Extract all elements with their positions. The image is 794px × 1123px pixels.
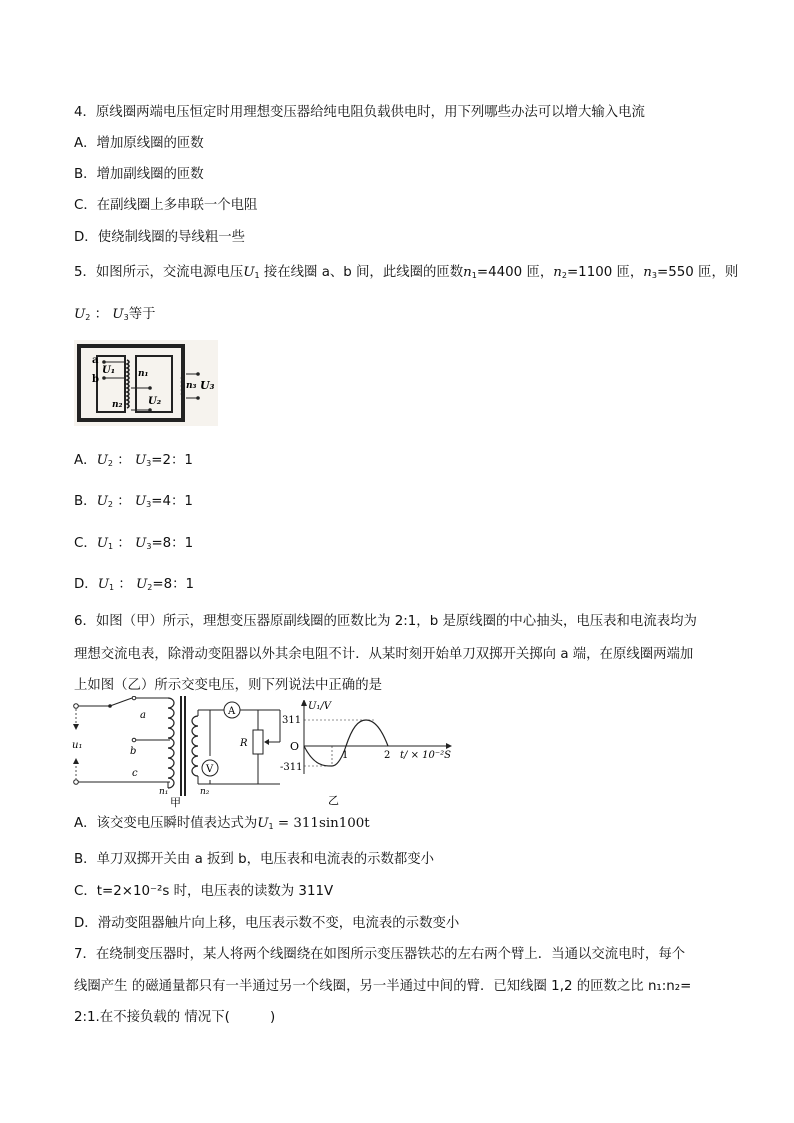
q7-stem-line3: 2:1.在不接负载的 情况下( ): [74, 1010, 276, 1025]
q5-transformer-figure: [74, 340, 218, 426]
q6-wave-t2: 2: [384, 750, 391, 761]
q6-fig-label-a: a: [140, 710, 146, 721]
q5-option-a-rhs: U: [134, 453, 147, 468]
q6-wave-ylabel: U₁/V: [308, 701, 332, 712]
q5-option-b: B．$U_2$ ： $U_3=4$：1: [74, 494, 193, 509]
q6-circuit-figure: [70, 696, 295, 808]
q5-fig-label-a: a: [92, 355, 99, 366]
q6-option-a: A．该交变电压瞬时值表达式为$U_1 = 311\sin 100t$: [74, 816, 370, 831]
q5-option-c-ratio: =8：1: [151, 536, 194, 551]
q5-option-d: D．$U_1$ ： $U_2=8$：1: [74, 577, 195, 592]
q5-option-d-rhs: U: [136, 577, 148, 592]
q5-option-d-lsub: 1: [109, 583, 115, 592]
q6-fig-ammeter: A: [228, 706, 236, 717]
q6-wave-xlabel: t/ × 10⁻²S: [400, 750, 451, 761]
q6-option-b: B．单刀双掷开关由 a 扳到 b，电压表和电流表的示数都变小: [74, 852, 435, 867]
q5-option-d-letter: D．: [74, 577, 98, 592]
q5-n2: =1100 匝，: [566, 265, 644, 280]
q5-n3: =550 匝，则: [657, 265, 739, 280]
q6-wave-origin: O: [290, 740, 300, 753]
q5-fig-label-n3: n₃: [186, 381, 197, 391]
q7-stem-line2: 线圈产生 的磁通量都只有一半通过另一个线圈，另一半通过中间的臂．已知线圈 1,2 的匝数之比 n₁:n₂=: [74, 979, 692, 994]
q5-stem-line1: 5．如图所示，交流电源电压$U_1$ 接在线圈 a、b 间，此线圈的匝数$n_1=4400$ 匝，$n_2=1100$ 匝，$n_3=550$ 匝，则: [74, 265, 739, 280]
q6-option-a-text: A．该交变电压瞬时值表达式为: [74, 816, 258, 831]
q5-option-a-rsub: 3: [146, 459, 152, 468]
q4-option-d: D．使绕制线圈的导线粗一些: [74, 230, 245, 245]
q6-wave-t1: 1: [342, 750, 349, 761]
q6-fig-label-c: c: [132, 768, 138, 779]
q6-fig-n1: n₁: [159, 787, 169, 797]
q6-stem-line1: 6．如图（甲）所示，理想变压器原副线圈的匝数比为 2:1，b 是原线圈的中心抽头，电压表和电流表均为: [74, 614, 697, 629]
q5-fig-label-n2: n₂: [112, 400, 123, 410]
q5-option-b-letter: B．: [74, 494, 97, 509]
q6-fig-resistor: R: [240, 738, 248, 749]
q5-stem-tail: 等于: [128, 307, 156, 322]
q5-fig-label-n1: n₁: [138, 369, 149, 379]
q5-option-d-ratio: =8：1: [152, 577, 195, 592]
q5-option-c-lhs: U: [96, 536, 109, 551]
q6-fig-caption-yi: 乙: [328, 794, 339, 807]
q6-fig-label-b: b: [130, 746, 137, 757]
q6-fig-caption-jia: 甲: [170, 796, 181, 808]
q5-fig-label-u3: U₃: [200, 379, 215, 392]
q5-option-b-rsub: 3: [146, 500, 152, 509]
q5-option-c-lsub: 1: [108, 542, 114, 551]
q7-stem-line1: 7．在绕制变压器时，某人将两个线圈绕在如图所示变压器铁芯的左右两个臂上．当通以交流电时，每个: [74, 947, 686, 962]
q5-option-a-letter: A．: [74, 453, 97, 468]
q6-stem-line2: 理想交流电表，除滑动变阻器以外其余电阻不计．从某时刻开始单刀双掷开关掷向 a 端，在原线圈两端加: [74, 647, 694, 662]
q5-fig-label-u1: U₁: [102, 365, 116, 376]
q5-option-a-lsub: 2: [107, 459, 113, 468]
q4-stem: 4．原线圈两端电压恒定时用理想变压器给纯电阻负载供电时，用下列哪些办法可以增大输入电流: [74, 105, 645, 120]
q5-option-d-rsub: 2: [147, 583, 153, 592]
q4-option-a: A．增加原线圈的匝数: [74, 136, 204, 151]
q5-option-c-rhs: U: [135, 536, 147, 551]
q5-option-a-lhs: U: [96, 453, 108, 468]
q5-option-c-letter: C．: [74, 536, 97, 551]
q5-fig-label-b: b: [92, 374, 99, 385]
q5-stem-line2: $U_2$ ： $U_3$等于: [74, 307, 156, 322]
q5-fig-label-u2: U₂: [148, 396, 162, 407]
q5-stem-mid: 接在线圈 a、b 间，此线圈的匝数: [263, 265, 464, 280]
q6-stem-line3: 上如图（乙）所示交变电压，则下列说法中正确的是: [74, 678, 382, 693]
q6-wave-ymin: -311: [280, 762, 303, 773]
q5-option-d-lhs: U: [97, 577, 109, 592]
q6-wave-ymax: 311: [282, 715, 302, 726]
q5-n1: =4400 匝，: [476, 265, 554, 280]
q5-option-b-rhs: U: [134, 494, 147, 509]
q5-option-a-ratio: =2：1: [151, 453, 193, 468]
q6-fig-n2: n₂: [200, 787, 210, 797]
q5-option-b-ratio: =4：1: [151, 494, 193, 509]
q4-option-b: B．增加副线圈的匝数: [74, 167, 204, 182]
q6-option-c: C．t=2×10⁻²s 时，电压表的读数为 311V: [74, 884, 334, 899]
q6-fig-voltmeter: V: [206, 764, 214, 775]
q6-waveform-figure: [280, 700, 470, 808]
q5-option-c-rsub: 3: [146, 542, 152, 551]
q6-fig-u1: u₁: [72, 740, 83, 751]
q6-option-a-formula: = 311sin100t: [277, 816, 370, 831]
q5-option-c: C．$U_1$ ： $U_3=8$：1: [74, 536, 194, 551]
q6-option-d: D．滑动变阻器触片向上移，电压表示数不变，电流表的示数变小: [74, 916, 460, 931]
q4-option-c: C．在副线圈上多串联一个电阻: [74, 198, 258, 213]
q5-stem-pre: 5．如图所示，交流电源电压: [74, 265, 244, 280]
q5-option-b-lsub: 2: [107, 500, 113, 509]
q5-option-b-lhs: U: [96, 494, 108, 509]
q5-option-a: A．$U_2$ ： $U_3=2$：1: [74, 453, 193, 468]
